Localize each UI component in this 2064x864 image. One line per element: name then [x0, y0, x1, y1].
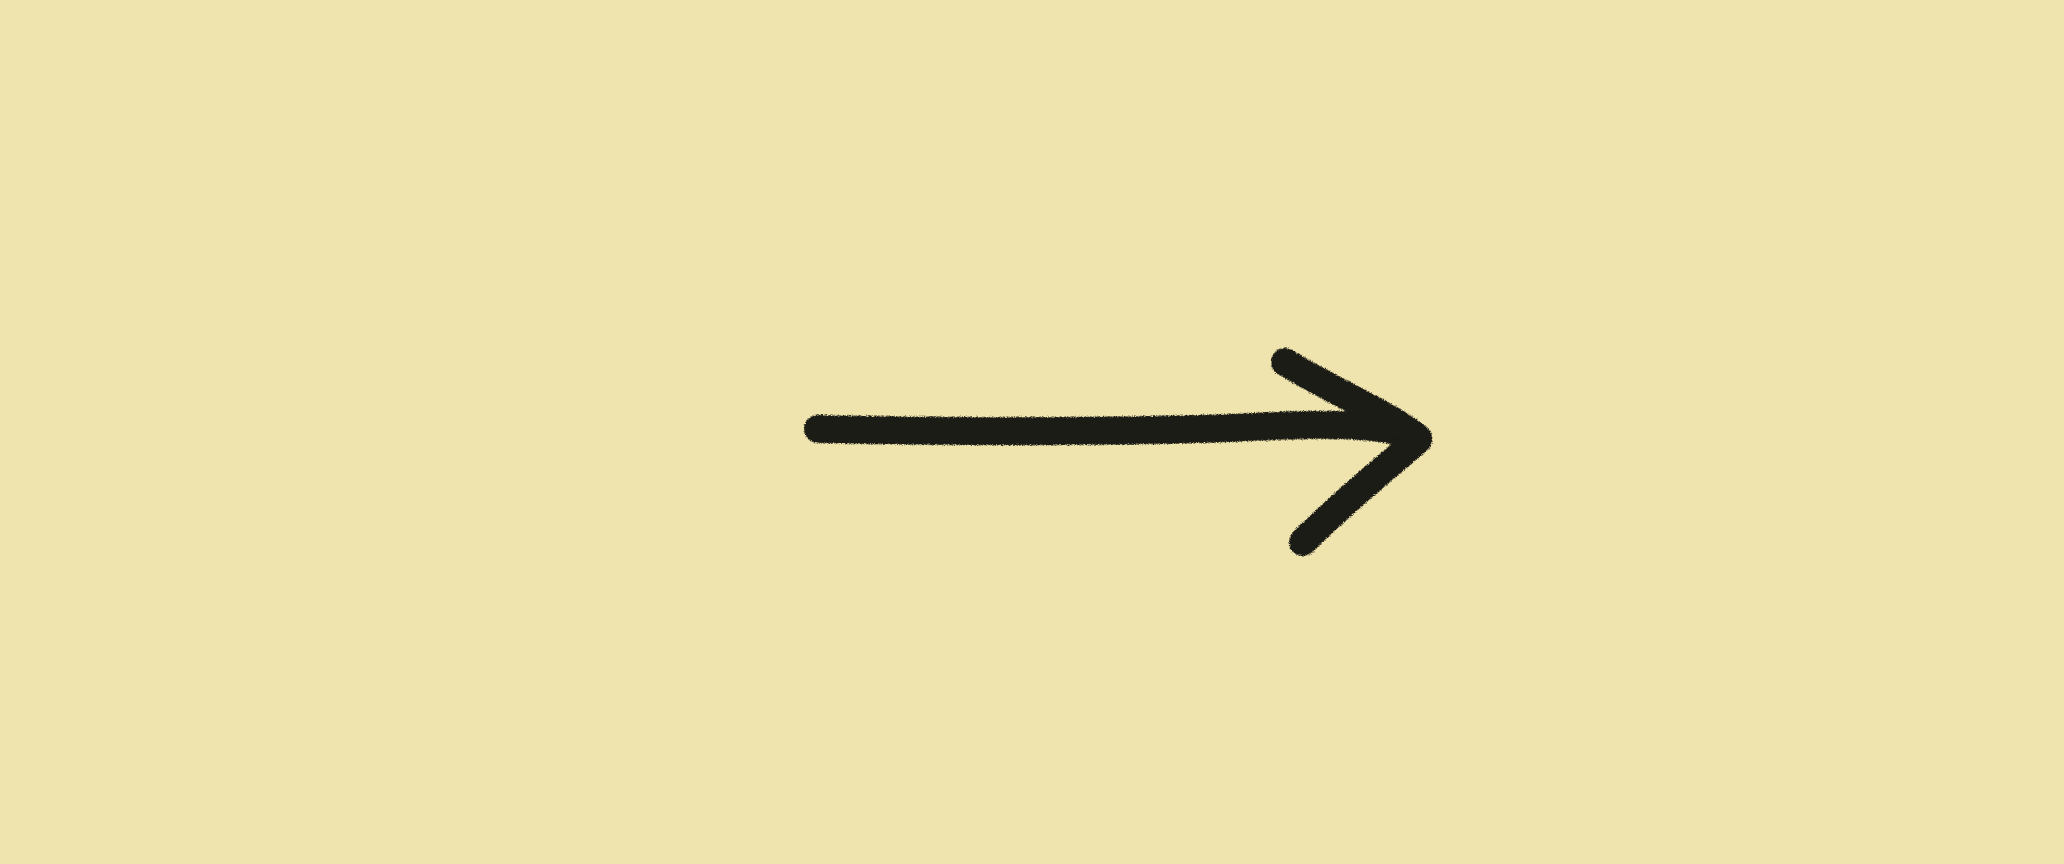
arrow-strokes [818, 362, 1418, 542]
arrow-shaft [818, 425, 1415, 436]
arrow-head-lower [1303, 440, 1418, 542]
